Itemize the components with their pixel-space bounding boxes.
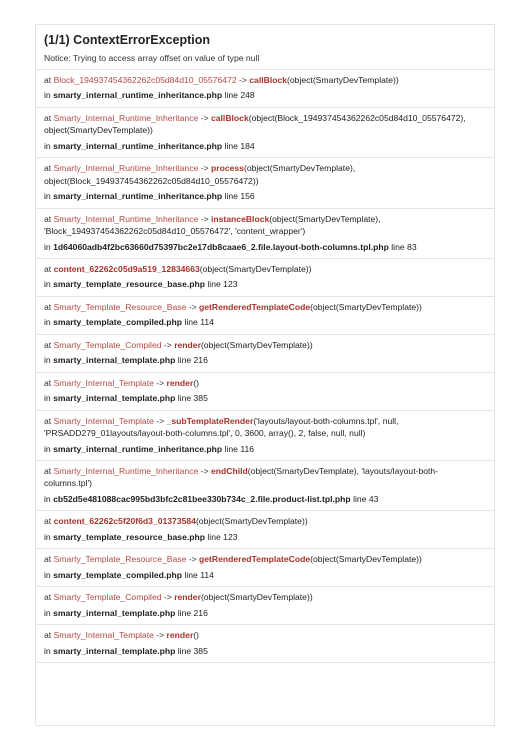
- frame-at-label: at: [44, 263, 52, 274]
- frame-arrow: ->: [200, 213, 209, 224]
- frame-call: [44, 377, 486, 389]
- frame-args: (object(SmartyDevTemplate)): [199, 263, 312, 274]
- frame-function: _subTemplateRender: [166, 415, 254, 426]
- frame-in-label: in: [44, 393, 51, 404]
- frame-line-number: 184: [240, 140, 255, 151]
- frame-in-label: in: [44, 191, 51, 202]
- frame-at-label: at: [44, 163, 52, 174]
- frame-arrow: ->: [163, 339, 172, 350]
- frame-line-label: line: [224, 140, 238, 151]
- frame-line-label: line: [391, 241, 405, 252]
- frame-class-link[interactable]: Smarty_Template_Resource_Base: [53, 554, 187, 565]
- frame-location: [44, 607, 486, 619]
- frame-location: [44, 354, 486, 366]
- stack-frame: [36, 373, 494, 411]
- frame-args: (): [193, 377, 200, 388]
- frame-arrow: ->: [156, 377, 165, 388]
- frame-function: getRenderedTemplateCode: [199, 554, 311, 565]
- frame-file: smarty_template_resource_base.php: [53, 279, 205, 290]
- frame-location: [44, 531, 486, 543]
- frame-location: [44, 89, 486, 101]
- frame-line-number: 385: [193, 645, 208, 656]
- frame-function: render: [166, 630, 194, 641]
- frame-class-link[interactable]: Smarty_Internal_Template: [53, 630, 154, 641]
- frame-location: [44, 140, 486, 152]
- frame-call: [44, 515, 486, 527]
- frame-function: content_62262c05d9a519_12834663: [53, 263, 200, 274]
- frame-location: [44, 316, 486, 328]
- frame-file: smarty_internal_template.php: [53, 645, 176, 656]
- stack-frame: [36, 259, 494, 297]
- frame-line-number: 216: [193, 355, 208, 366]
- frame-args: ('layouts/layout-both-columns.tpl', null, 'PRSADD279_01layouts/layout-both-columns.tpl', 0, 3600, array(), 2, false, null, null): [44, 415, 399, 439]
- frame-call: [44, 591, 486, 603]
- frame-call: [44, 629, 486, 641]
- frame-line-number: 248: [240, 90, 255, 101]
- frame-line-label: line: [177, 645, 192, 656]
- frame-line-number: 385: [193, 393, 208, 404]
- frame-args: (object(SmartyDevTemplate)): [200, 592, 313, 603]
- frame-class-link[interactable]: Smarty_Internal_Template: [53, 415, 154, 426]
- frame-function: endChild: [210, 465, 248, 476]
- frame-class-link[interactable]: Smarty_Internal_Runtime_Inheritance: [53, 163, 199, 174]
- frame-arrow: ->: [200, 163, 209, 174]
- frame-line-label: line: [224, 191, 238, 202]
- frame-args: (object(SmartyDevTemplate)): [310, 554, 422, 565]
- frame-class-link[interactable]: Smarty_Template_Compiled: [53, 592, 162, 603]
- frame-at-label: at: [44, 554, 52, 565]
- frame-file: smarty_internal_runtime_inheritance.php: [53, 90, 223, 101]
- frame-arrow: ->: [156, 630, 165, 641]
- frame-line-label: line: [224, 90, 238, 101]
- frame-line-label: line: [224, 443, 238, 454]
- frame-function: render: [166, 377, 194, 388]
- frame-file: smarty_internal_runtime_inheritance.php: [53, 140, 223, 151]
- frame-location: [44, 278, 486, 290]
- frame-function: callBlock: [249, 75, 288, 85]
- exception-title: (1/1) ContextErrorException: [44, 33, 211, 47]
- frame-function: render: [174, 339, 201, 350]
- frame-at-label: at: [44, 465, 52, 476]
- frame-args: (object(SmartyDevTemplate)): [195, 516, 308, 527]
- frame-class-link[interactable]: Smarty_Internal_Runtime_Inheritance: [53, 112, 199, 123]
- frame-args: (object(SmartyDevTemplate), 'Block_194937454362262c05d84d10_05576472', 'content_wrapper'): [44, 213, 381, 237]
- frame-location: [44, 493, 486, 505]
- frame-in-label: in: [44, 241, 51, 252]
- frame-file: cb52d5e481088cac995bd3bfc2c81bee330b734c_2.file.product-list.tpl.php: [53, 493, 351, 504]
- frame-call: [44, 339, 486, 351]
- frame-function: instanceBlock: [210, 213, 270, 224]
- stack-frame: [36, 209, 494, 259]
- frame-class-link[interactable]: Smarty_Internal_Template: [53, 377, 154, 388]
- stack-frame: [36, 625, 494, 663]
- frame-args: (object(SmartyDevTemplate)): [310, 301, 422, 312]
- stack-frame: [36, 108, 494, 158]
- frame-call: [44, 415, 486, 440]
- frame-call: [44, 465, 486, 490]
- frame-in-label: in: [44, 569, 51, 580]
- frame-location: [44, 392, 486, 404]
- exception-panel: [35, 24, 495, 726]
- exception-notice: Notice: Trying to access array offset on value of type null: [44, 53, 260, 63]
- frame-in-label: in: [44, 90, 51, 101]
- stack-frame: [36, 158, 494, 208]
- frame-at-label: at: [44, 112, 52, 123]
- frame-function: render: [174, 592, 201, 603]
- frame-arrow: ->: [163, 592, 172, 603]
- frame-location: [44, 645, 486, 657]
- frame-file: smarty_internal_template.php: [53, 355, 176, 366]
- frame-location: [44, 241, 486, 253]
- frame-args: (object(SmartyDevTemplate), object(Block_194937454362262c05d84d10_05576472)): [44, 163, 356, 186]
- frame-call: [44, 162, 486, 187]
- stack-frame: [36, 411, 494, 461]
- frame-args: (object(SmartyDevTemplate)): [287, 75, 399, 85]
- frame-args: (object(SmartyDevTemplate)): [200, 339, 313, 350]
- frame-call: [44, 263, 486, 275]
- frame-in-label: in: [44, 140, 51, 151]
- frame-arrow: ->: [239, 75, 247, 85]
- frame-args: (): [193, 630, 200, 641]
- frame-line-number: 216: [193, 607, 208, 618]
- frame-at-label: at: [44, 213, 52, 224]
- frame-in-label: in: [44, 317, 51, 328]
- frame-line-label: line: [207, 531, 221, 542]
- frame-arrow: ->: [200, 112, 209, 123]
- stack-frame: [36, 70, 494, 108]
- frame-function: callBlock: [210, 112, 249, 123]
- frame-in-label: in: [44, 531, 51, 542]
- frame-file: smarty_internal_runtime_inheritance.php: [53, 191, 223, 202]
- stack-frame: [36, 335, 494, 373]
- frame-class-link[interactable]: Smarty_Template_Resource_Base: [53, 301, 187, 312]
- frame-file: smarty_template_resource_base.php: [53, 531, 205, 542]
- frame-line-label: line: [177, 393, 192, 404]
- frame-line-label: line: [177, 355, 192, 366]
- frame-line-label: line: [353, 493, 367, 504]
- frame-args: (object(Block_194937454362262c05d84d10_05576472), object(SmartyDevTemplate)): [44, 112, 466, 136]
- frame-location: [44, 443, 486, 455]
- frame-line-label: line: [184, 569, 198, 580]
- frame-class-link[interactable]: Smarty_Internal_Runtime_Inheritance: [53, 213, 199, 224]
- frame-line-label: line: [207, 279, 221, 290]
- stack-frame: [36, 549, 494, 587]
- stack-frame: [36, 297, 494, 335]
- frame-in-label: in: [44, 279, 51, 290]
- frame-in-label: in: [44, 443, 51, 454]
- frame-function: getRenderedTemplateCode: [199, 301, 311, 312]
- frame-line-number: 83: [407, 241, 417, 252]
- frame-line-number: 123: [223, 279, 238, 290]
- frame-in-label: in: [44, 645, 51, 656]
- frame-in-label: in: [44, 607, 51, 618]
- frame-in-label: in: [44, 355, 51, 366]
- frame-at-label: at: [44, 415, 52, 426]
- stack-trace: [36, 70, 494, 663]
- frame-at-label: at: [44, 301, 52, 312]
- frame-call: [44, 301, 486, 313]
- stack-frame: [36, 511, 494, 549]
- frame-in-label: in: [44, 493, 51, 504]
- stack-frame: [36, 461, 494, 511]
- stack-frame: [36, 587, 494, 625]
- frame-file: smarty_internal_template.php: [53, 393, 176, 404]
- frame-at-label: at: [44, 516, 52, 527]
- frame-class-link[interactable]: Smarty_Internal_Runtime_Inheritance: [53, 465, 199, 476]
- frame-line-number: 123: [223, 531, 238, 542]
- frame-line-number: 114: [200, 317, 214, 328]
- frame-location: [44, 190, 486, 202]
- frame-line-number: 114: [200, 569, 214, 580]
- frame-line-number: 156: [240, 191, 255, 202]
- frame-line-number: 116: [240, 443, 255, 454]
- frame-line-number: 43: [368, 493, 379, 504]
- frame-call: [44, 553, 486, 565]
- frame-file: smarty_template_compiled.php: [53, 569, 183, 580]
- exception-header: [36, 25, 494, 70]
- frame-line-label: line: [184, 317, 198, 328]
- frame-class-link[interactable]: Block_194937454362262c05d84d10_05576472: [53, 75, 237, 85]
- frame-at-label: at: [44, 377, 52, 388]
- frame-function: content_62262c5f20f6d3_01373584: [53, 516, 196, 527]
- frame-call: [44, 74, 486, 86]
- frame-line-label: line: [177, 607, 192, 618]
- frame-at-label: at: [44, 592, 52, 603]
- frame-file: smarty_template_compiled.php: [53, 317, 183, 328]
- frame-file: smarty_internal_template.php: [53, 607, 176, 618]
- frame-location: [44, 569, 486, 581]
- frame-call: [44, 112, 486, 137]
- frame-arrow: ->: [188, 554, 197, 565]
- frame-function: process: [210, 163, 244, 174]
- frame-file: smarty_internal_runtime_inheritance.php: [53, 443, 223, 454]
- frame-at-label: at: [44, 630, 52, 641]
- frame-at-label: at: [44, 75, 52, 85]
- frame-class-link[interactable]: Smarty_Template_Compiled: [53, 339, 162, 350]
- frame-arrow: ->: [188, 301, 197, 312]
- frame-arrow: ->: [200, 465, 209, 476]
- frame-call: [44, 213, 486, 238]
- frame-arrow: ->: [156, 415, 165, 426]
- frame-args: (object(SmartyDevTemplate), 'layouts/layout-both-columns.tpl'): [44, 465, 439, 489]
- frame-file: 1d64060adb4f2bc63660d75397bc2e17db8caae6_2.file.layout-both-columns.tpl.php: [53, 241, 389, 252]
- frame-at-label: at: [44, 339, 52, 350]
